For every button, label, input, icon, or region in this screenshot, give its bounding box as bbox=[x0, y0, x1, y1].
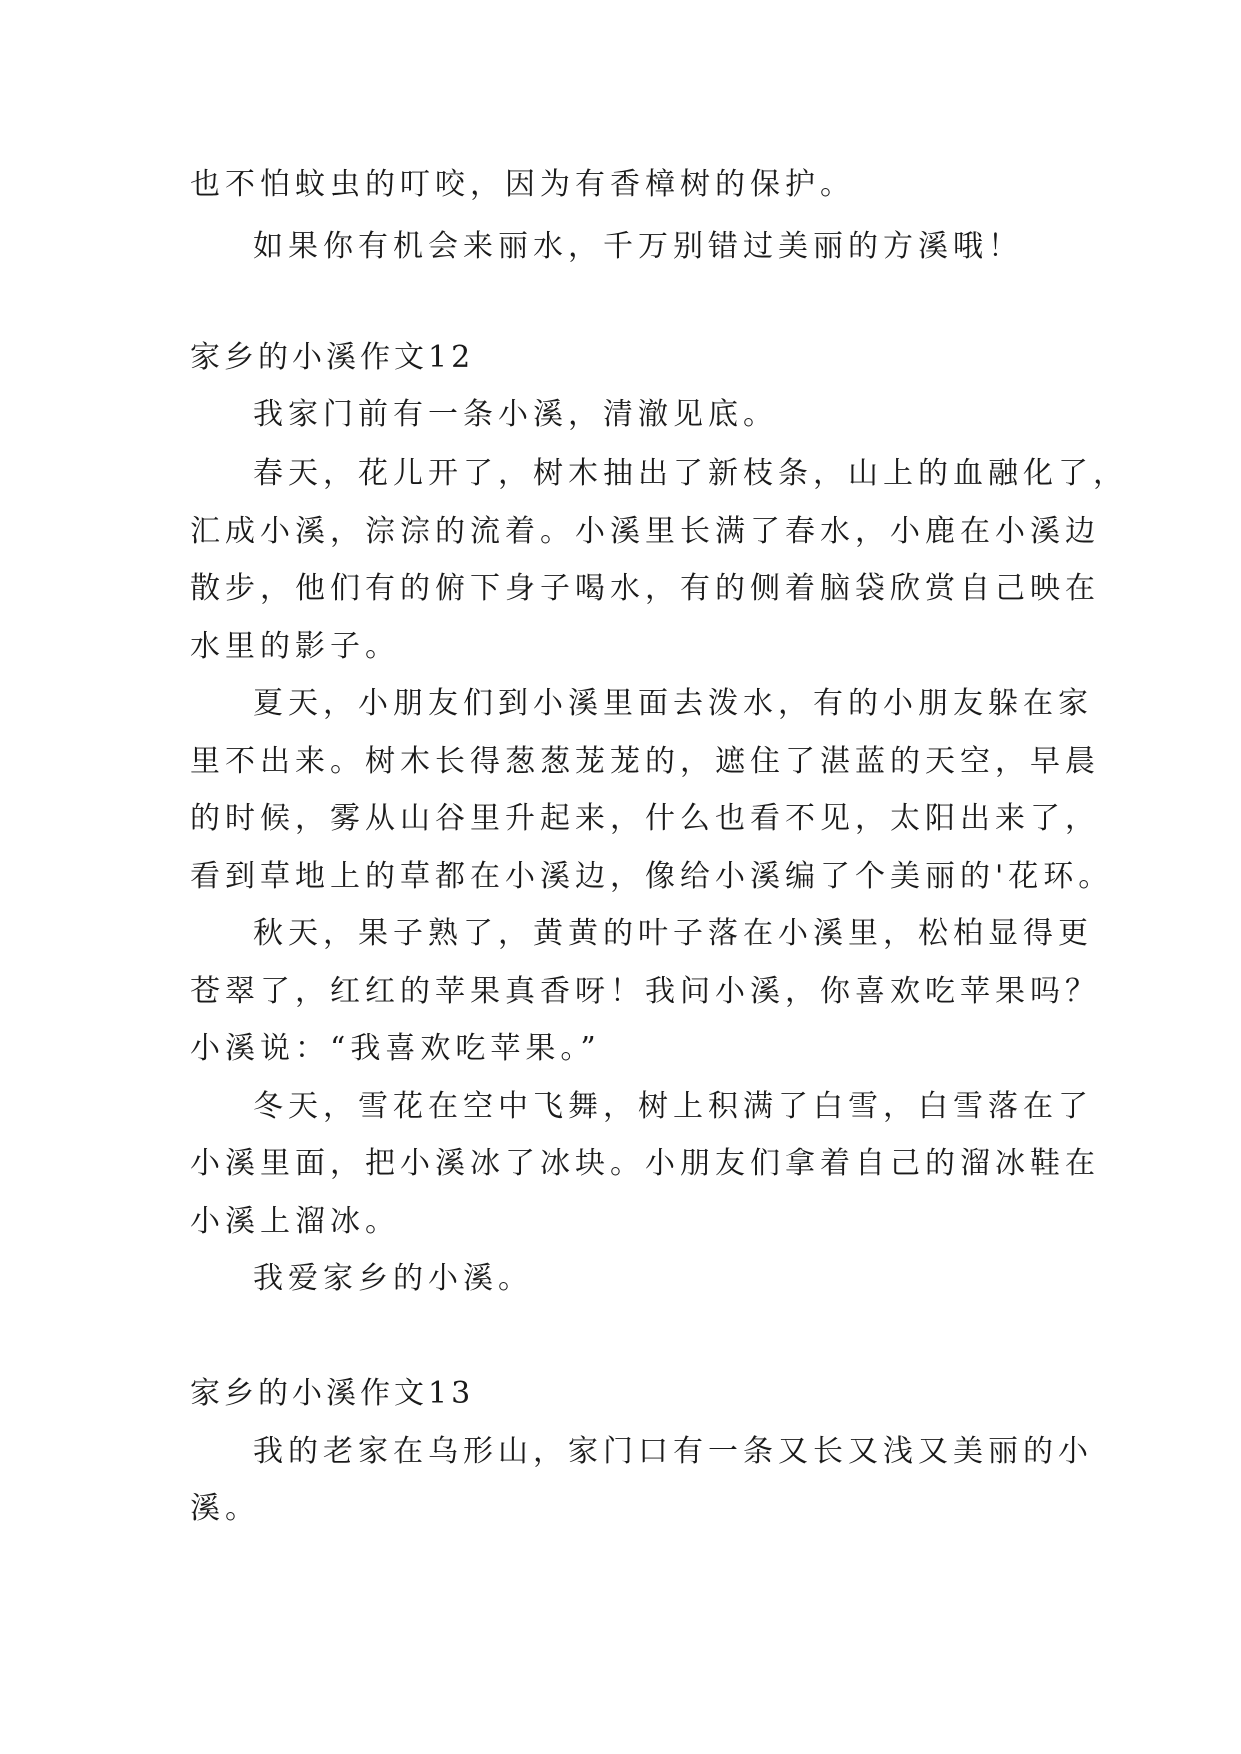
text-line: 里不出来。树木长得葱葱茏茏的，遮住了湛蓝的天空，早晨 bbox=[190, 744, 1100, 779]
text-line: 也不怕蚊虫的叮咬，因为有香樟树的保护。 bbox=[190, 167, 855, 202]
paragraph-line: 我爱家乡的小溪。 bbox=[253, 1261, 533, 1296]
section-heading: 家乡的小溪作文13 bbox=[190, 1376, 475, 1411]
text-line: 小溪说：“我喜欢吃苹果。” bbox=[190, 1031, 601, 1066]
text-line: 的时候，雾从山谷里升起来，什么也看不见，太阳出来了， bbox=[190, 801, 1100, 836]
paragraph-line: 我的老家在乌形山，家门口有一条又长又浅又美丽的小 bbox=[253, 1434, 1093, 1469]
paragraph-line: 冬天，雪花在空中飞舞，树上积满了白雪，白雪落在了 bbox=[253, 1089, 1093, 1124]
text-line: 小溪上溜冰。 bbox=[190, 1204, 400, 1239]
text-line: 苍翠了，红红的苹果真香呀！我问小溪，你喜欢吃苹果吗？ bbox=[190, 974, 1100, 1009]
paragraph-line: 春天，花儿开了，树木抽出了新枝条，山上的血融化了， bbox=[253, 456, 1128, 491]
text-line: 散步，他们有的俯下身子喝水，有的侧着脑袋欣赏自己映在 bbox=[190, 571, 1100, 606]
section-heading: 家乡的小溪作文12 bbox=[190, 340, 475, 375]
paragraph-line: 夏天，小朋友们到小溪里面去泼水，有的小朋友躲在家 bbox=[253, 686, 1093, 721]
text-line: 溪。 bbox=[190, 1491, 260, 1526]
text-line: 汇成小溪，淙淙的流着。小溪里长满了春水，小鹿在小溪边 bbox=[190, 514, 1100, 549]
paragraph-line: 我家门前有一条小溪，清澈见底。 bbox=[253, 397, 778, 432]
text-line: 水里的影子。 bbox=[190, 629, 400, 664]
text-line: 小溪里面，把小溪冰了冰块。小朋友们拿着自己的溜冰鞋在 bbox=[190, 1146, 1100, 1181]
paragraph-line: 秋天，果子熟了，黄黄的叶子落在小溪里，松柏显得更 bbox=[253, 916, 1093, 951]
text-line: 看到草地上的草都在小溪边，像给小溪编了个美丽的'花环。 bbox=[190, 859, 1114, 894]
paragraph-line: 如果你有机会来丽水，千万别错过美丽的方溪哦！ bbox=[253, 229, 1023, 264]
